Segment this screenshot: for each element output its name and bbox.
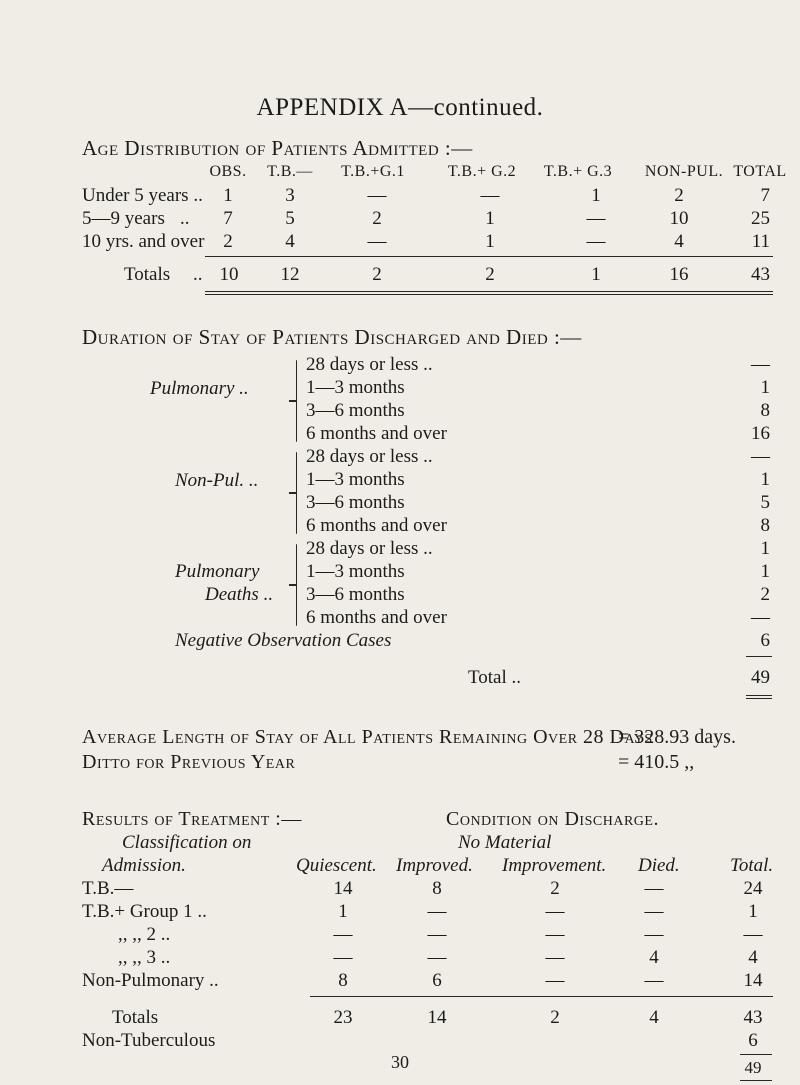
age-col-non-pul: NON-PUL. [644,163,724,180]
results-cell: 14 [333,878,353,899]
duration-period: 6 months and over [306,423,447,444]
age-total-cell: 43 [751,264,770,285]
duration-rule-bottom-1 [746,695,772,696]
duration-total-label: Total .. [468,667,522,688]
age-cell: 3 [285,185,295,206]
age-col-tb-g2: T.B.+ G.2 [447,163,517,180]
age-cell: 5 [285,208,295,229]
col-total: Total. [730,855,774,876]
age-total-cell: 16 [669,264,689,285]
duration-period: 28 days or less .. [306,446,433,467]
age-row-label: 10 yrs. and over [82,231,205,252]
age-cell: — [586,231,606,252]
duration-brace [296,360,297,442]
age-rule-bottom-1 [205,291,773,292]
age-cell: 2 [674,185,684,206]
duration-value: 1 [760,377,770,398]
duration-heading: Duration of Stay of Patients Discharged and Died :— [82,325,582,349]
duration-period: 3—6 months [306,492,405,513]
results-total-cell: 43 [743,1007,763,1028]
previous-year-label: Ditto for Previous Year [82,751,296,773]
col-died: Died. [638,855,680,876]
age-totals-label: Totals [124,264,171,285]
age-col-total: TOTAL [733,163,787,180]
results-row-label: ,, ,, 3 .. [118,947,171,968]
age-cell: 25 [751,208,770,229]
results-cell: 8 [338,970,348,991]
results-cell: 1 [338,901,348,922]
age-col-tb-neg: T.B.— [267,163,313,180]
duration-period: 28 days or less .. [306,538,433,559]
age-row-label: Under 5 years .. [82,185,203,206]
age-cell: 1 [485,231,495,252]
results-cell: — [644,878,664,899]
results-cell: 4 [649,947,659,968]
results-heading: Results of Treatment :— [82,808,302,830]
results-cell: — [644,970,664,991]
results-total-cell: 4 [649,1007,659,1028]
age-distribution-heading: Age Distribution of Patients Admitted :— [82,136,473,160]
duration-period: 6 months and over [306,515,447,536]
age-row-dots: .. [180,208,190,229]
age-cell: — [367,185,387,206]
non-tuberculous-value: 6 [748,1030,758,1051]
duration-rule-top [746,656,772,657]
results-row-label: ,, ,, 2 .. [118,924,171,945]
duration-brace [296,544,297,626]
results-cell: — [545,901,565,922]
age-col-tb-g1: T.B.+G.1 [341,163,405,180]
results-total-cell: 2 [550,1007,560,1028]
non-tuberculous-label: Non-Tuberculous [82,1030,216,1051]
age-cell: — [586,208,606,229]
results-cell: 8 [432,878,442,899]
duration-group-label-line1: Pulmonary [175,561,260,582]
page-number: 30 [391,1052,409,1072]
duration-period: 1—3 months [306,469,405,490]
duration-period: 1—3 months [306,377,405,398]
age-cell: 7 [223,208,233,229]
results-cell: — [427,924,447,945]
results-cell: — [545,947,565,968]
duration-value: 1 [760,538,770,559]
age-col-obs: OBS. [209,163,247,180]
classification-heading-1: Classification on [122,832,252,853]
results-cell: — [333,947,353,968]
negative-observation-value: 6 [760,630,770,651]
results-cell: — [743,924,763,945]
duration-period: 28 days or less .. [306,354,433,375]
duration-value: 8 [760,400,770,421]
results-cell: 4 [748,947,758,968]
age-cell: 1 [591,185,601,206]
results-cell: — [427,947,447,968]
age-cell: 7 [760,185,770,206]
age-rule-bottom-2 [205,294,773,295]
duration-value: — [751,354,770,375]
duration-period: 3—6 months [306,400,405,421]
results-grand-total: 49 [744,1058,762,1077]
duration-brace [296,452,297,534]
duration-value: — [751,446,770,467]
previous-year-value: = 410.5 ,, [618,751,695,773]
duration-value: 2 [760,584,770,605]
age-cell: 4 [285,231,295,252]
results-total-cell: 23 [333,1007,353,1028]
duration-period: 1—3 months [306,561,405,582]
no-material-heading: No Material [458,832,552,853]
age-rule-top [205,256,773,257]
col-quiescent: Quiescent. [296,855,377,876]
results-row-label: T.B.+ Group 1 .. [82,901,207,922]
duration-value: — [751,607,770,628]
average-stay-label: Average Length of Stay of All Patients Remaining Over 28 Days [82,726,653,748]
age-cell: 1 [223,185,233,206]
average-stay-value: = 328.93 days. [618,726,736,748]
results-totals-label: Totals [112,1007,159,1028]
negative-observation-label: Negative Observation Cases [175,630,392,651]
results-rule-top [310,996,773,997]
results-cell: — [545,924,565,945]
condition-heading: Condition on Discharge. [446,808,659,830]
results-cell: — [644,924,664,945]
col-no-improvement: Improvement. [502,855,607,876]
classification-heading-2: Admission. [102,855,186,876]
appendix-title: APPENDIX A—continued. [256,94,544,121]
results-cell: 14 [743,970,763,991]
age-cell: 4 [674,231,684,252]
results-cell: — [644,901,664,922]
duration-total-value: 49 [751,667,770,688]
age-total-cell: 12 [280,264,300,285]
duration-value: 16 [751,423,770,444]
duration-group-label-line2: Deaths .. [205,584,274,605]
age-total-cell: 10 [219,264,239,285]
age-cell: — [367,231,387,252]
age-totals-dots: .. [193,264,203,285]
age-cell: 11 [751,231,770,252]
results-row-label: T.B.— [82,878,134,899]
duration-value: 5 [760,492,770,513]
age-cell: 1 [485,208,495,229]
results-cell: 6 [432,970,442,991]
results-rule-grand-bottom [740,1080,772,1081]
results-cell: 1 [748,901,758,922]
results-cell: — [427,901,447,922]
results-rule-grand [740,1054,772,1055]
age-total-cell: 1 [591,264,601,285]
duration-period: 6 months and over [306,607,447,628]
duration-value: 1 [760,561,770,582]
age-cell: 10 [669,208,689,229]
duration-period: 3—6 months [306,584,405,605]
age-cell: 2 [372,208,382,229]
duration-value: 1 [760,469,770,490]
age-cell: 2 [223,231,233,252]
col-improved: Improved. [396,855,473,876]
results-cell: — [333,924,353,945]
duration-value: 8 [760,515,770,536]
results-cell: — [545,970,565,991]
results-cell: 24 [743,878,763,899]
results-row-label: Non-Pulmonary .. [82,970,219,991]
age-cell: — [480,185,500,206]
age-total-cell: 2 [372,264,382,285]
age-col-tb-g3: T.B.+ G.3 [543,163,613,180]
duration-rule-bottom-2 [746,698,772,699]
duration-group-label: Non-Pul. .. [175,470,259,491]
age-total-cell: 2 [485,264,495,285]
results-total-cell: 14 [427,1007,447,1028]
results-cell: 2 [550,878,560,899]
duration-group-label: Pulmonary .. [150,378,249,399]
age-row-label: 5—9 years [82,208,165,229]
